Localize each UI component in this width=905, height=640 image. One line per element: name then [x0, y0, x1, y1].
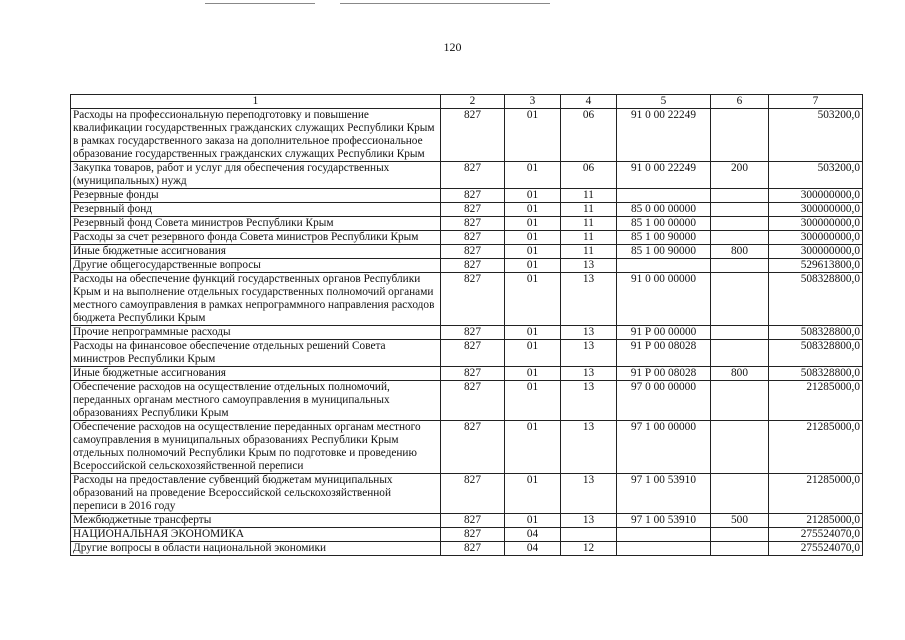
row-section: 01 [505, 231, 561, 245]
row-section: 01 [505, 381, 561, 421]
row-subsection [561, 528, 617, 542]
row-name: Иные бюджетные ассигнования [71, 367, 441, 381]
row-subsection: 13 [561, 381, 617, 421]
table-row [71, 162, 863, 189]
row-department: 827 [441, 474, 505, 514]
col-header: 3 [505, 95, 561, 109]
table-row [71, 259, 863, 273]
row-section: 01 [505, 109, 561, 162]
table-row [71, 421, 863, 474]
row-department: 827 [441, 109, 505, 162]
row-name: НАЦИОНАЛЬНАЯ ЭКОНОМИКА [71, 528, 441, 542]
col-header: 2 [441, 95, 505, 109]
row-target-article: 91 0 00 00000 [617, 273, 711, 326]
row-section: 01 [505, 474, 561, 514]
row-amount: 275524070,0 [769, 542, 863, 556]
table-row [71, 203, 863, 217]
row-subsection: 13 [561, 273, 617, 326]
row-expense-type [711, 474, 769, 514]
row-department: 827 [441, 259, 505, 273]
row-expense-type [711, 326, 769, 340]
table-row [71, 189, 863, 203]
row-subsection: 11 [561, 231, 617, 245]
row-target-article: 85 1 00 90000 [617, 231, 711, 245]
row-amount: 503200,0 [769, 162, 863, 189]
row-subsection: 12 [561, 542, 617, 556]
row-section: 01 [505, 203, 561, 217]
row-target-article: 91 Р 00 00000 [617, 326, 711, 340]
row-name: Расходы за счет резервного фонда Совета министров Республики Крым [71, 231, 441, 245]
row-target-article: 85 1 00 90000 [617, 245, 711, 259]
table-body [71, 109, 863, 556]
col-header: 7 [769, 95, 863, 109]
row-name: Другие общегосударственные вопросы [71, 259, 441, 273]
row-subsection: 13 [561, 421, 617, 474]
row-department: 827 [441, 189, 505, 203]
row-amount: 21285000,0 [769, 514, 863, 528]
row-subsection: 13 [561, 367, 617, 381]
row-expense-type [711, 273, 769, 326]
row-amount: 529613800,0 [769, 259, 863, 273]
row-subsection: 11 [561, 189, 617, 203]
table-row [71, 109, 863, 162]
table-row [71, 381, 863, 421]
row-section: 01 [505, 326, 561, 340]
row-expense-type: 800 [711, 367, 769, 381]
budget-table [70, 94, 863, 556]
row-department: 827 [441, 326, 505, 340]
row-target-article: 97 1 00 53910 [617, 474, 711, 514]
row-subsection: 11 [561, 203, 617, 217]
table-row [71, 542, 863, 556]
row-subsection: 13 [561, 514, 617, 528]
row-name: Расходы на профессиональную переподготовку и повышение квалификации государственных гражданских служащих Республики Крым в рамках государственного заказа на дополнительное профессиональное образование государственных гражданских служащих Республики Крым [71, 109, 441, 162]
row-name: Другие вопросы в области национальной экономики [71, 542, 441, 556]
row-section: 01 [505, 245, 561, 259]
row-department: 827 [441, 421, 505, 474]
table-row [71, 528, 863, 542]
top-rule-right [340, 3, 550, 4]
row-amount: 503200,0 [769, 109, 863, 162]
table-row [71, 514, 863, 528]
row-expense-type: 200 [711, 162, 769, 189]
row-amount: 300000000,0 [769, 189, 863, 203]
row-section: 01 [505, 367, 561, 381]
row-name: Резервный фонд Совета министров Республики Крым [71, 217, 441, 231]
row-name: Прочие непрограммные расходы [71, 326, 441, 340]
table-row [71, 367, 863, 381]
row-department: 827 [441, 273, 505, 326]
row-department: 827 [441, 203, 505, 217]
row-subsection: 11 [561, 217, 617, 231]
col-header: 4 [561, 95, 617, 109]
col-header: 6 [711, 95, 769, 109]
header-row [71, 95, 863, 109]
table-row [71, 340, 863, 367]
row-expense-type [711, 542, 769, 556]
table-row [71, 217, 863, 231]
row-subsection: 13 [561, 474, 617, 514]
top-rule-left [205, 3, 315, 4]
row-target-article: 91 Р 00 08028 [617, 367, 711, 381]
row-name: Резервный фонд [71, 203, 441, 217]
row-expense-type [711, 381, 769, 421]
row-target-article [617, 528, 711, 542]
row-subsection: 13 [561, 259, 617, 273]
row-target-article: 97 0 00 00000 [617, 381, 711, 421]
row-amount: 508328800,0 [769, 340, 863, 367]
row-section: 01 [505, 340, 561, 367]
row-amount: 21285000,0 [769, 421, 863, 474]
row-expense-type [711, 231, 769, 245]
row-name: Закупка товаров, работ и услуг для обеспечения государственных (муниципальных) нужд [71, 162, 441, 189]
row-target-article: 97 1 00 00000 [617, 421, 711, 474]
row-section: 01 [505, 273, 561, 326]
row-expense-type [711, 421, 769, 474]
row-section: 01 [505, 189, 561, 203]
row-target-article: 85 1 00 00000 [617, 217, 711, 231]
row-department: 827 [441, 217, 505, 231]
row-expense-type [711, 109, 769, 162]
row-target-article: 91 0 00 22249 [617, 162, 711, 189]
table-row [71, 273, 863, 326]
row-amount: 300000000,0 [769, 203, 863, 217]
row-department: 827 [441, 162, 505, 189]
row-amount: 275524070,0 [769, 528, 863, 542]
row-name: Расходы на предоставление субвенций бюджетам муниципальных образований на проведение Всероссийской сельскохозяйственной переписи в 2016 году [71, 474, 441, 514]
row-name: Расходы на обеспечение функций государственных органов Республики Крым и на выполнение отдельных государственных полномочий органами местного самоуправления в рамках непрограммного направления расходов бюджета Республики Крым [71, 273, 441, 326]
row-target-article: 91 0 00 22249 [617, 109, 711, 162]
row-amount: 300000000,0 [769, 217, 863, 231]
table-row [71, 326, 863, 340]
row-department: 827 [441, 381, 505, 421]
row-section: 01 [505, 514, 561, 528]
row-department: 827 [441, 231, 505, 245]
row-target-article [617, 189, 711, 203]
row-amount: 508328800,0 [769, 273, 863, 326]
row-expense-type [711, 340, 769, 367]
row-subsection: 06 [561, 162, 617, 189]
row-subsection: 13 [561, 326, 617, 340]
row-department: 827 [441, 542, 505, 556]
row-department: 827 [441, 340, 505, 367]
table-row [71, 474, 863, 514]
row-subsection: 11 [561, 245, 617, 259]
row-name: Межбюджетные трансферты [71, 514, 441, 528]
row-name: Обеспечение расходов на осуществление переданных органам местного самоуправления в муниципальных образованиях Республики Крым отдельных полномочий Республики Крым по подготовке и проведению Всероссийской сельскохозяйственной переписи [71, 421, 441, 474]
row-target-article: 85 0 00 00000 [617, 203, 711, 217]
page-number: 120 [443, 40, 462, 54]
row-amount: 300000000,0 [769, 245, 863, 259]
row-expense-type: 800 [711, 245, 769, 259]
row-expense-type [711, 217, 769, 231]
row-amount: 508328800,0 [769, 367, 863, 381]
row-name: Иные бюджетные ассигнования [71, 245, 441, 259]
table-row [71, 231, 863, 245]
row-target-article: 97 1 00 53910 [617, 514, 711, 528]
col-header: 5 [617, 95, 711, 109]
row-department: 827 [441, 528, 505, 542]
row-amount: 21285000,0 [769, 381, 863, 421]
row-target-article [617, 542, 711, 556]
row-expense-type [711, 528, 769, 542]
row-section: 01 [505, 421, 561, 474]
row-subsection: 06 [561, 109, 617, 162]
row-expense-type: 500 [711, 514, 769, 528]
row-subsection: 13 [561, 340, 617, 367]
row-name: Расходы на финансовое обеспечение отдельных решений Совета министров Республики Крым [71, 340, 441, 367]
row-target-article [617, 259, 711, 273]
row-section: 04 [505, 528, 561, 542]
row-expense-type [711, 189, 769, 203]
row-department: 827 [441, 367, 505, 381]
row-expense-type [711, 259, 769, 273]
row-name: Обеспечение расходов на осуществление отдельных полномочий, переданных органам местного самоуправления в муниципальных образованиях Республики Крым [71, 381, 441, 421]
row-amount: 300000000,0 [769, 231, 863, 245]
row-amount: 21285000,0 [769, 474, 863, 514]
row-department: 827 [441, 514, 505, 528]
row-section: 01 [505, 162, 561, 189]
row-department: 827 [441, 245, 505, 259]
table-row [71, 245, 863, 259]
row-expense-type [711, 203, 769, 217]
row-section: 01 [505, 217, 561, 231]
row-section: 01 [505, 259, 561, 273]
col-header: 1 [71, 95, 441, 109]
row-section: 04 [505, 542, 561, 556]
row-name: Резервные фонды [71, 189, 441, 203]
row-amount: 508328800,0 [769, 326, 863, 340]
row-target-article: 91 Р 00 08028 [617, 340, 711, 367]
